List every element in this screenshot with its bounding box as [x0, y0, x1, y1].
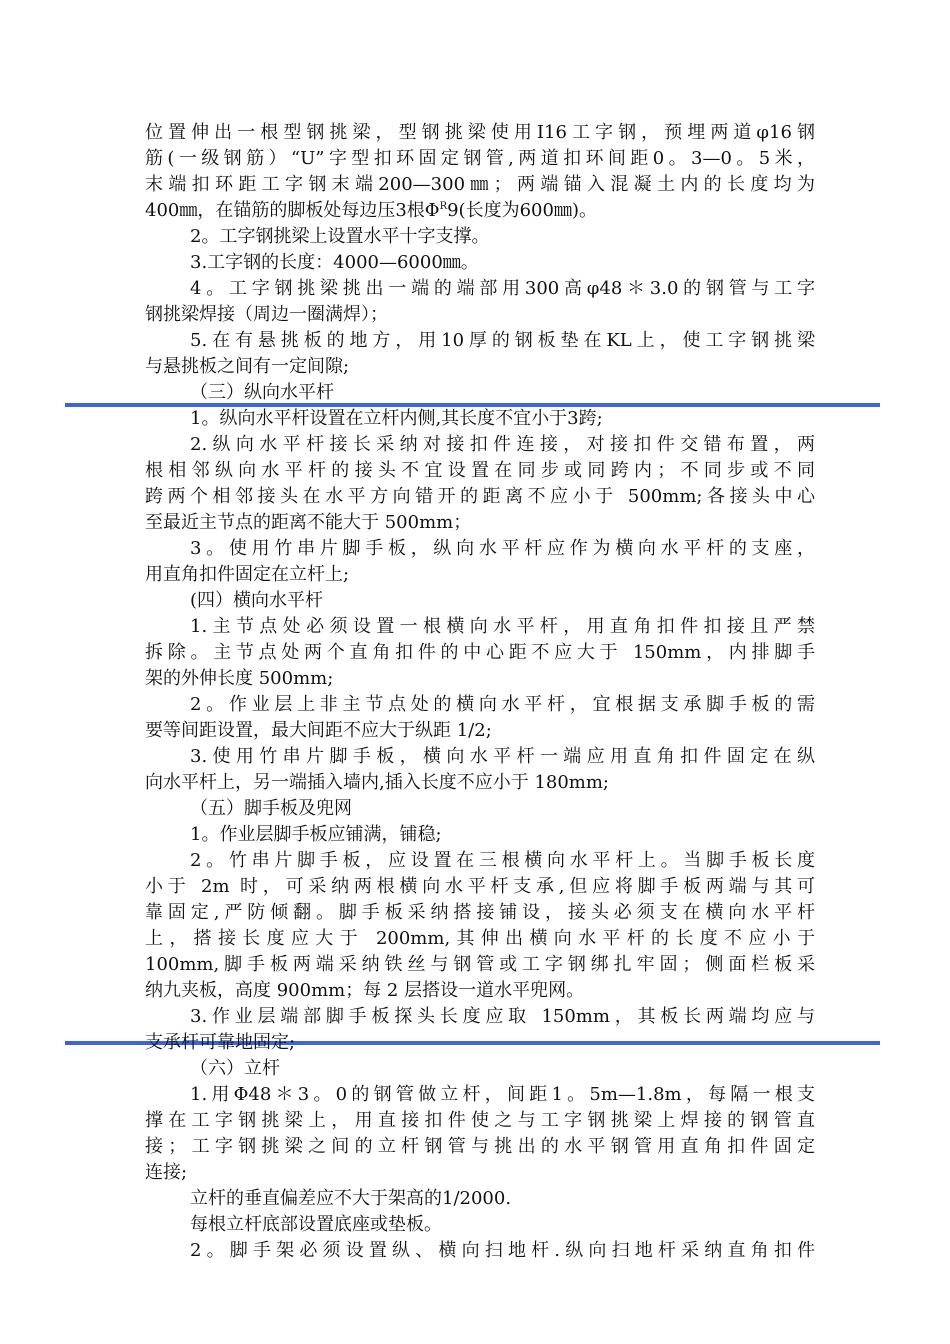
line-text: 1.用Φ48＊3。0的钢管做立杆，间距1。5m—1.8m，每隔一根支: [190, 1084, 815, 1105]
line-text: 拆除。主节点处两个直角扣件的中心距不应大于 150mm，内排脚手: [145, 642, 815, 663]
line-text: 跨两个相邻接头在水平方向错开的距离不应小于 500mm;各接头中心: [145, 486, 815, 507]
line-text: 根相邻纵向水平杆的接头不宜设置在同步或同跨内；不同步或不同: [145, 460, 815, 481]
line-text: 100mm,脚手板两端采纳铁丝与钢管或工字钢绑扎牢固；侧面栏板采: [145, 954, 815, 975]
text-line: [145, 874, 815, 900]
text-line: [145, 302, 815, 328]
line-text: 小于 2m 时，可采纳两根横向水平杆支承,但应将脚手板两端与其可: [145, 876, 815, 897]
text-line: [145, 146, 815, 172]
text-line: [145, 562, 815, 588]
line-text: 位置伸出一根型钢挑梁，型钢挑梁使用I16工字钢，预埋两道φ16钢: [145, 122, 815, 143]
text-line: [145, 848, 815, 874]
text-line: [145, 432, 815, 458]
text-line: [145, 484, 815, 510]
line-text: 1。纵向水平杆设置在立杆内侧,其长度不宜小于3跨;: [190, 408, 603, 429]
line-text: 2。脚手架必须设置纵、横向扫地杆.纵向扫地杆采纳直角扣件: [190, 1240, 815, 1261]
superscript-mark: R: [439, 201, 448, 212]
text-line: [145, 1108, 815, 1134]
text-line: [145, 510, 815, 536]
text-line: [145, 588, 815, 614]
line-text-tail: 9(长度为600㎜)。: [447, 200, 597, 221]
text-line: [145, 822, 815, 848]
line-text: 架的外伸长度 500mm;: [145, 668, 334, 689]
text-line: [145, 380, 815, 406]
text-line: [145, 692, 815, 718]
line-text: (四）横向水平杆: [190, 590, 324, 611]
line-text: （六）立杆: [190, 1058, 280, 1079]
text-line: [145, 900, 815, 926]
line-text: 末端扣环距工字钢末端200—300㎜；两端锚入混凝土内的长度均为: [145, 174, 815, 195]
line-text: 4。工字钢挑梁挑出一端的端部用300高φ48＊3.0的钢管与工字: [190, 278, 815, 299]
text-line: [145, 276, 815, 302]
line-text: 要等间距设置，最大间距不应大于纵距 1/2;: [145, 720, 492, 741]
line-text: 3。使用竹串片脚手板，纵向水平杆应作为横向水平杆的支座，: [190, 538, 815, 559]
text-line: [145, 1082, 815, 1108]
line-text: 2。竹串片脚手板，应设置在三根横向水平杆上。当脚手板长度: [190, 850, 815, 871]
text-line: [145, 926, 815, 952]
line-text: 2。工字钢挑梁上设置水平十字支撑。: [190, 226, 490, 247]
line-text: 连接;: [145, 1162, 188, 1183]
text-line: [145, 1056, 815, 1082]
text-line: [145, 614, 815, 640]
line-text: 1.主节点处必须设置一根横向水平杆，用直角扣件扣接且严禁: [190, 616, 815, 637]
line-text: 400㎜，在锚筋的脚板处每边压3根Φ: [145, 200, 440, 221]
line-text: 至最近主节点的距离不能大于 500mm；: [145, 512, 472, 533]
text-line: [145, 666, 815, 692]
text-line: [145, 198, 815, 224]
line-text: 上，搭接长度应大于 200mm,其伸出横向水平杆的长度不应小于: [145, 928, 815, 949]
line-text: 3.使用竹串片脚手板，横向水平杆一端应用直角扣件固定在纵: [190, 746, 815, 767]
line-text: 向水平杆上，另一端插入墙内,插入长度不应小于 180mm;: [145, 772, 609, 793]
text-line: [145, 250, 815, 276]
text-line: [145, 978, 815, 1004]
text-line: [145, 952, 815, 978]
text-line: [145, 744, 815, 770]
text-line: [145, 1238, 815, 1264]
text-line: [145, 354, 815, 380]
text-line: [145, 1186, 815, 1212]
text-line: [145, 718, 815, 744]
text-line: [145, 1212, 815, 1238]
line-text: 用直角扣件固定在立杆上;: [145, 564, 350, 585]
line-text: 撑在工字钢挑梁上，用直接扣件使之与工字钢挑梁上焊接的钢管直: [145, 1110, 815, 1131]
text-line: [145, 458, 815, 484]
text-line: [145, 406, 815, 432]
document-body: [145, 120, 815, 1264]
line-text: 1。作业层脚手板应铺满，铺稳;: [190, 824, 442, 845]
line-text: 每根立杆底部设置底座或垫板。: [190, 1214, 442, 1235]
line-text: 支承杆可靠地固定;: [145, 1032, 296, 1053]
line-text: （三）纵向水平杆: [190, 382, 334, 403]
text-line: [145, 224, 815, 250]
text-line: [145, 640, 815, 666]
text-line: [145, 796, 815, 822]
line-text: （五）脚手板及兜网: [190, 798, 352, 819]
line-text: 与悬挑板之间有一定间隙;: [145, 356, 350, 377]
line-text: 3.作业层端部脚手板探头长度应取 150mm，其板长两端均应与: [190, 1006, 815, 1027]
text-line: [145, 1004, 815, 1030]
line-text: 立杆的垂直偏差应不大于架高的1/2000.: [190, 1188, 512, 1209]
line-text: 2.纵向水平杆接长采纳对接扣件连接，对接扣件交错布置，两: [190, 434, 815, 455]
text-line: [145, 770, 815, 796]
text-line: [145, 1160, 815, 1186]
line-text: 接；工字钢挑梁之间的立杆钢管与挑出的水平钢管用直角扣件固定: [145, 1136, 815, 1157]
line-text: 2。作业层上非主节点处的横向水平杆，宜根据支承脚手板的需: [190, 694, 815, 715]
text-line: [145, 172, 815, 198]
line-text: 3.工字钢的长度：4000—6000㎜。: [190, 252, 479, 273]
line-text: 纳九夹板，高度 900mm；每 2 层搭设一道水平兜网。: [145, 980, 585, 1001]
line-text: 钢挑梁焊接（周边一圈满焊）；: [145, 304, 388, 325]
text-line: [145, 1030, 815, 1056]
line-text: 靠固定,严防倾翻。脚手板采纳搭接铺设，接头必须支在横向水平杆: [145, 902, 815, 923]
text-line: [145, 120, 815, 146]
text-line: [145, 328, 815, 354]
line-text: 5.在有悬挑板的地方，用10厚的钢板垫在KL上，使工字钢挑梁: [190, 330, 815, 351]
text-line: [145, 536, 815, 562]
text-line: [145, 1134, 815, 1160]
line-text: 筋(一级钢筋）“U”字型扣环固定钢管,两道扣环间距0。3—0。5米，: [145, 148, 815, 169]
